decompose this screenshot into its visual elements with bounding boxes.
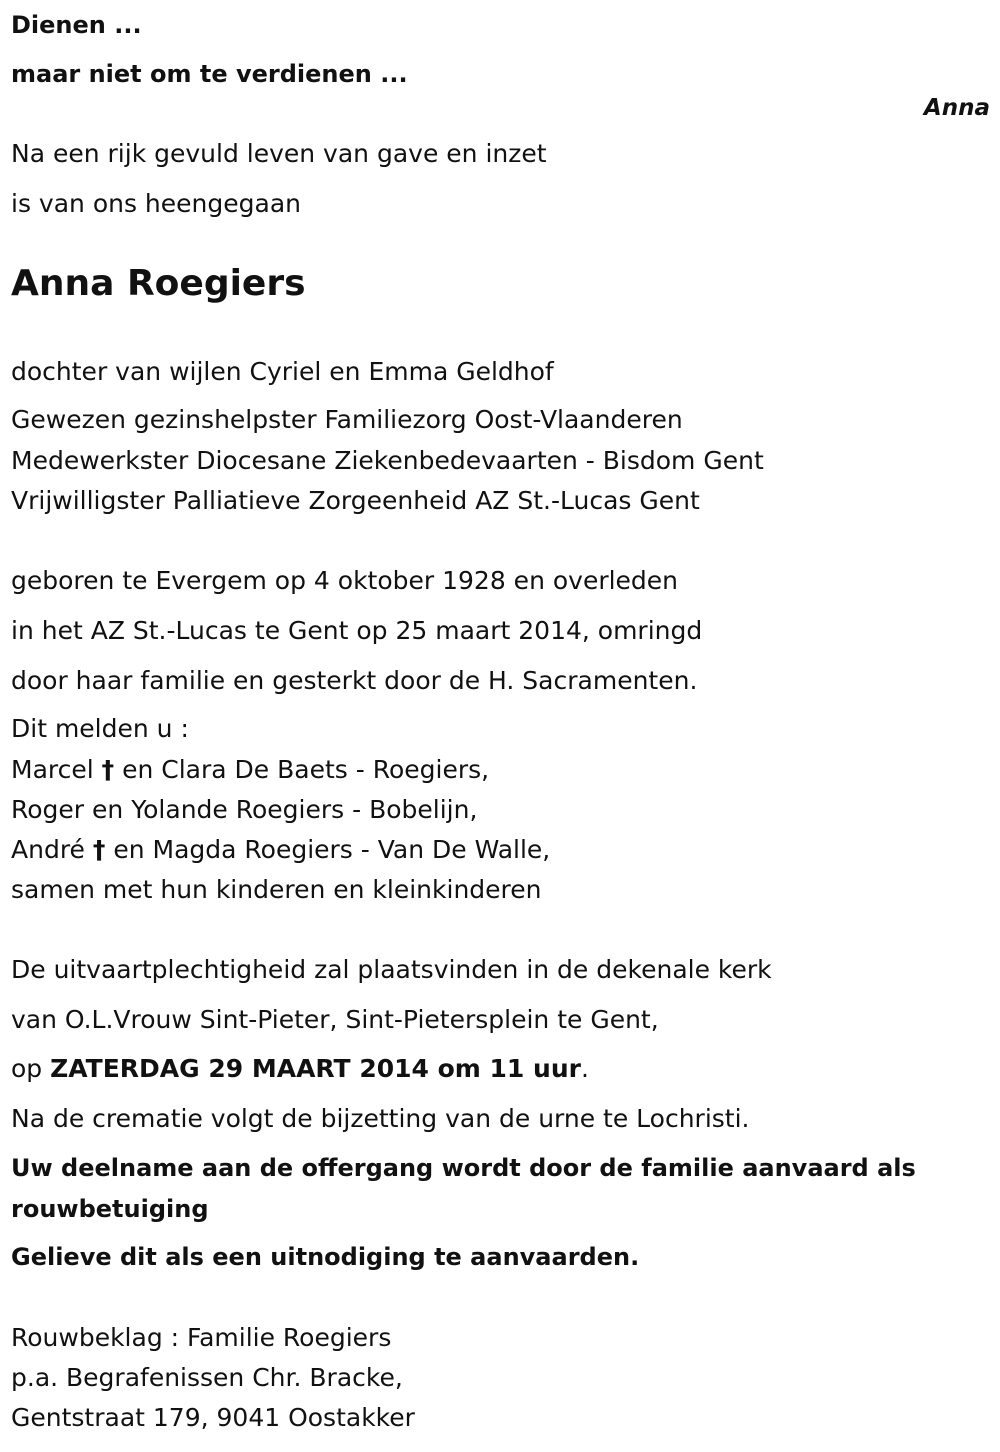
funeral-line-2: van O.L.Vrouw Sint-Pieter, Sint-Pietersplein te Gent, <box>11 1005 659 1034</box>
life-line-1: geboren te Evergem op 4 oktober 1928 en overleden <box>11 566 679 595</box>
family-member-1-rest: en Clara De Baets - Roegiers, <box>114 755 490 784</box>
quote-line-2: maar niet om te verdienen ... <box>11 60 408 88</box>
deceased-name: Anna Roegiers <box>11 263 306 304</box>
offering-line-2: rouwbetuiging <box>11 1195 209 1223</box>
parents-line: dochter van wijlen Cyriel en Emma Geldhof <box>11 357 554 386</box>
life-line-2: in het AZ St.-Lucas te Gent op 25 maart 2014, omringd <box>11 616 703 645</box>
funeral-date-line <box>11 1053 589 1085</box>
quote-line-1: Dienen ... <box>11 11 142 39</box>
cremation-line: Na de crematie volgt de bijzetting van de urne te Lochristi. <box>11 1104 750 1133</box>
funeral-date: ZATERDAG 29 MAART 2014 om 11 uur <box>50 1054 581 1083</box>
family-member-4: samen met hun kinderen en kleinkinderen <box>11 875 542 904</box>
offering-line-1: Uw deelname aan de offergang wordt door de familie aanvaard als <box>11 1154 916 1182</box>
role-line-2: Medewerkster Diocesane Ziekenbedevaarten - Bisdom Gent <box>11 446 764 475</box>
invitation-line: Gelieve dit als een uitnodiging te aanvaarden. <box>11 1243 640 1271</box>
family-member-1-name: Marcel <box>11 755 94 784</box>
contact-line-2: p.a. Begrafenissen Chr. Bracke, <box>11 1363 403 1392</box>
quote-signature: Anna <box>923 95 990 121</box>
family-member-3 <box>11 834 550 866</box>
funeral-line-1: De uitvaartplechtigheid zal plaatsvinden in de dekenale kerk <box>11 955 772 984</box>
contact-line-3: Gentstraat 179, 9041 Oostakker <box>11 1403 415 1432</box>
family-member-3-name: André <box>11 835 85 864</box>
family-intro: Dit melden u : <box>11 714 189 743</box>
family-member-3-rest: en Magda Roegiers - Van De Walle, <box>105 835 551 864</box>
role-line-3: Vrijwilligster Palliatieve Zorgeenheid AZ St.-Lucas Gent <box>11 486 700 515</box>
announcement-line-2: is van ons heengegaan <box>11 189 301 218</box>
funeral-date-suffix: . <box>580 1054 589 1083</box>
family-member-1 <box>11 754 489 786</box>
life-line-3: door haar familie en gesterkt door de H. Sacramenten. <box>11 666 698 695</box>
announcement-line-1: Na een rijk gevuld leven van gave en inzet <box>11 139 547 168</box>
role-line-1: Gewezen gezinshelpster Familiezorg Oost-Vlaanderen <box>11 405 683 434</box>
cross-icon: † <box>101 755 115 784</box>
cross-icon: † <box>92 835 106 864</box>
contact-line-1: Rouwbeklag : Familie Roegiers <box>11 1323 392 1352</box>
funeral-date-prefix: op <box>11 1054 51 1083</box>
family-member-2: Roger en Yolande Roegiers - Bobelijn, <box>11 795 478 824</box>
